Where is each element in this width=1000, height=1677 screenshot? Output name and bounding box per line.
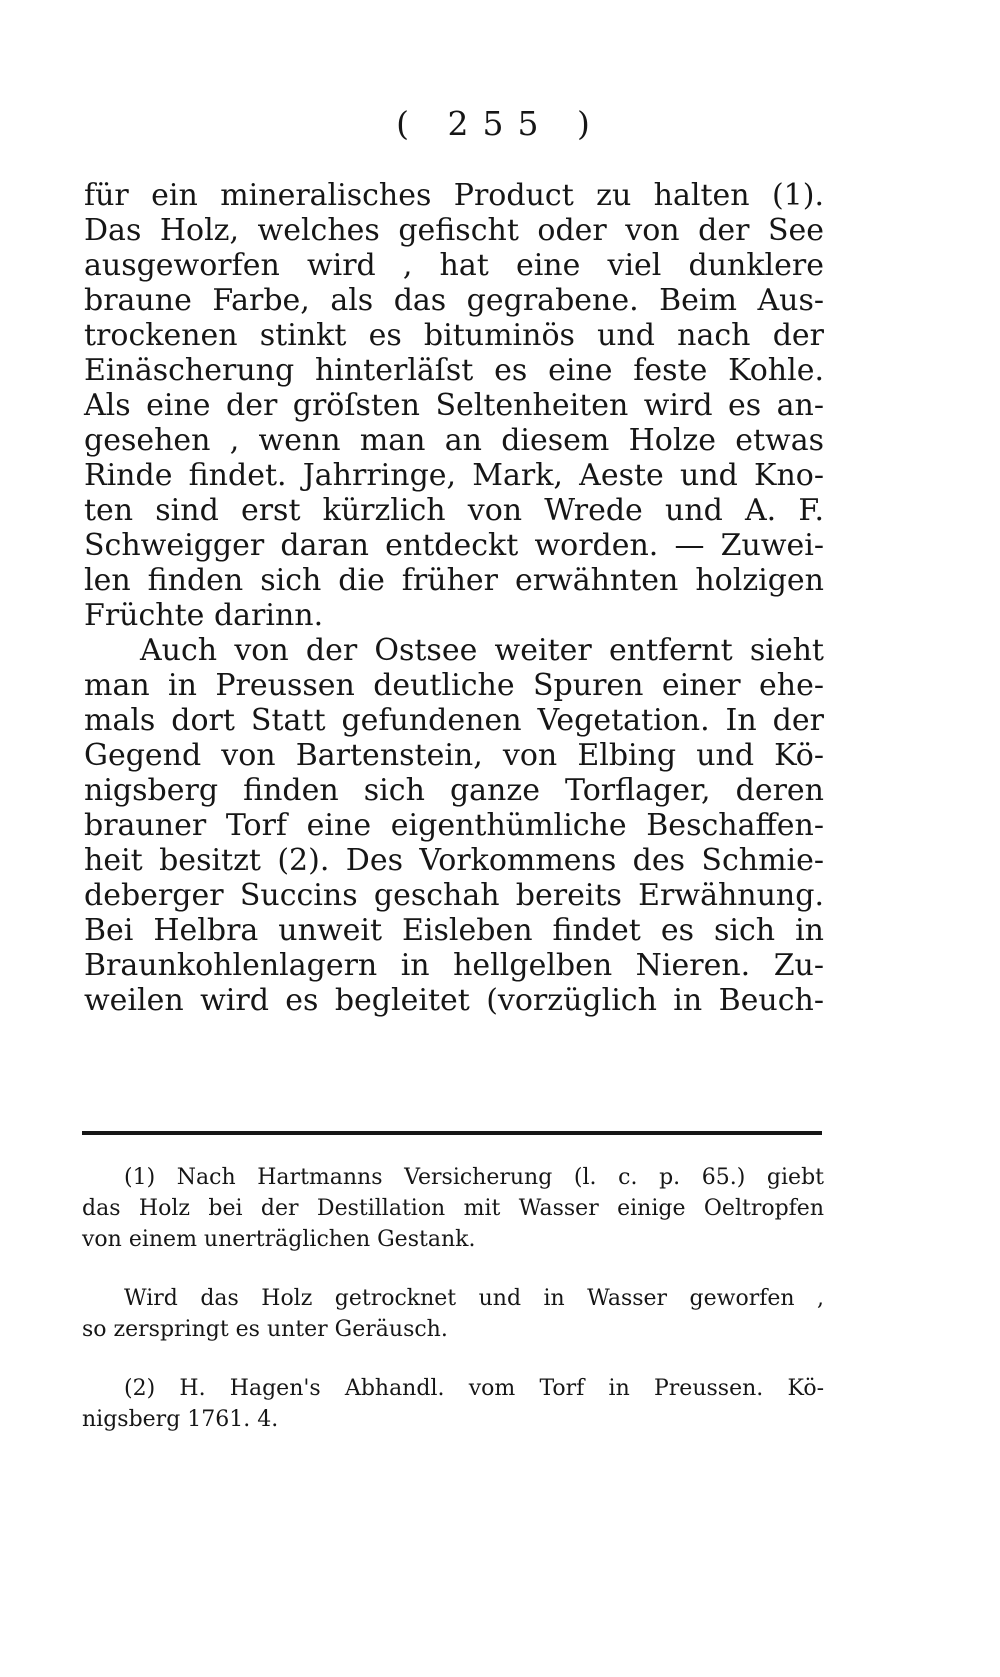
body-line: gesehen , wenn man an diesem Holze etwas xyxy=(84,423,824,458)
body-line: ausgeworfen wird , hat eine viel dunklere xyxy=(84,248,824,283)
body-line: man in Preussen deutliche Spuren einer ehe- xyxy=(84,668,824,703)
footnote-line: (1) Nach Hartmanns Versicherung (l. c. p. 65.) giebt xyxy=(124,1165,824,1190)
footnote-rule xyxy=(82,1131,822,1135)
body-line: mals dort Statt gefundenen Vegetation. In der xyxy=(84,703,824,738)
body-line: für ein mineralisches Product zu halten (1). xyxy=(84,178,824,213)
page-number: ( 255 ) xyxy=(396,104,604,143)
body-line: braune Farbe, als das gegrabene. Beim Aus- xyxy=(84,283,824,318)
body-line: heit besitzt (2). Des Vorkommens des Schmie- xyxy=(84,843,824,878)
body-text xyxy=(84,178,824,1018)
body-line: Das Holz, welches gefischt oder von der See xyxy=(84,213,824,248)
body-line: Gegend von Bartenstein, von Elbing und Kö- xyxy=(84,738,824,773)
body-line: Braunkohlenlagern in hellgelben Nieren. Zu- xyxy=(84,948,824,983)
footnote-gap xyxy=(82,1255,824,1283)
footnotes xyxy=(82,1162,824,1435)
body-line: brauner Torf eine eigenthümliche Beschaffen- xyxy=(84,808,824,843)
footnote-line: Wird das Holz getrocknet und in Wasser geworfen , xyxy=(124,1286,824,1311)
body-line: Einäscherung hinterläſst es eine feste Kohle. xyxy=(84,353,824,388)
body-line: len finden sich die früher erwähnten holzigen xyxy=(84,563,824,598)
body-line: Rinde findet. Jahrringe, Mark, Aeste und Kno- xyxy=(84,458,824,493)
body-line: deberger Succins geschah bereits Erwähnung. xyxy=(84,878,824,913)
body-line: Früchte darinn. xyxy=(84,598,324,633)
footnote-line: so zerspringt es unter Geräusch. xyxy=(82,1317,448,1342)
body-line: nigsberg finden sich ganze Torflager, deren xyxy=(84,773,824,808)
footnote-gap xyxy=(82,1345,824,1373)
body-line: Als eine der gröſsten Seltenheiten wird es an- xyxy=(84,388,824,423)
body-line: Schweigger daran entdeckt worden. — Zuwei- xyxy=(84,528,824,563)
body-line: weilen wird es begleitet (vorzüglich in Beuch- xyxy=(84,983,824,1018)
body-line: ten sind erst kürzlich von Wrede und A. F. xyxy=(84,493,824,528)
footnote-line: nigsberg 1761. 4. xyxy=(82,1407,279,1432)
body-line: trockenen stinkt es bituminös und nach der xyxy=(84,318,824,353)
body-line: Auch von der Ostsee weiter entfernt sieht xyxy=(140,633,824,668)
footnote-line: (2) H. Hagen's Abhandl. vom Torf in Preussen. Kö- xyxy=(124,1376,824,1401)
footnote-line: von einem unerträglichen Gestank. xyxy=(82,1227,476,1252)
body-line: Bei Helbra unweit Eisleben findet es sich in xyxy=(84,913,824,948)
footnote-line: das Holz bei der Destillation mit Wasser einige Oeltropfen xyxy=(82,1196,824,1221)
